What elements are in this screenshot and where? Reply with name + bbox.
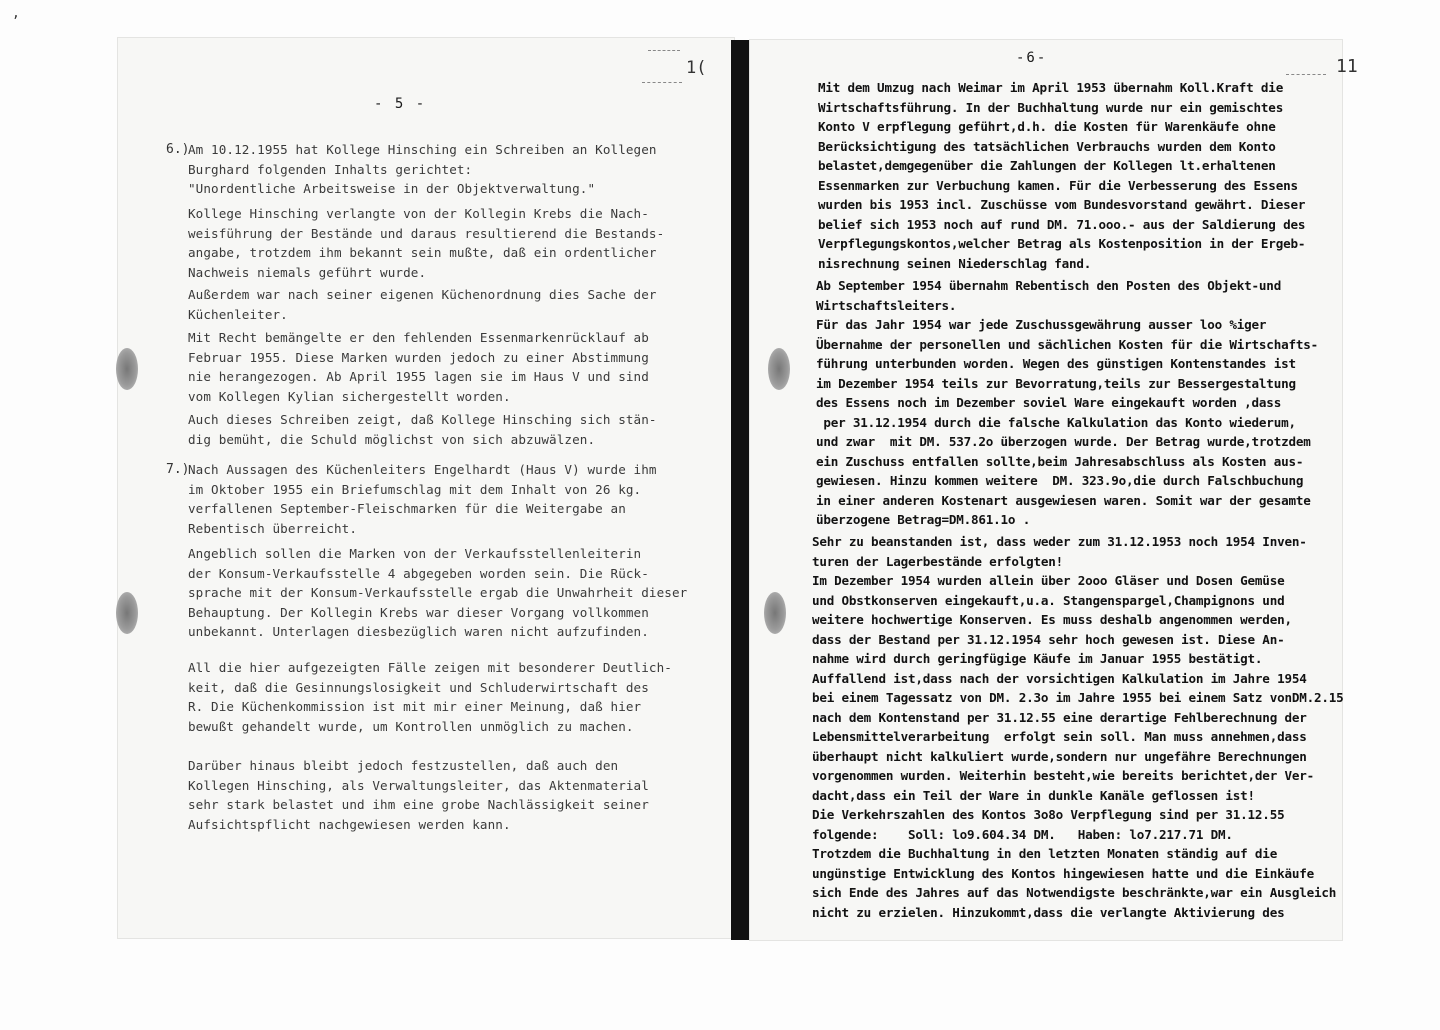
punch-hole bbox=[764, 592, 786, 634]
paragraph: Außerdem war nach seiner eigenen Küchenordnung dies Sache der Küchenleiter. bbox=[188, 287, 657, 322]
paragraph: Mit Recht bemängelte er den fehlenden Essenmarkenrücklauf ab Februar 1955. Diese Marken wurden jedoch zu einer Abstimmung nie herangezogen. Ab April 1955 lagen sie im Haus V und sind vom Kollegen Kylian sichergestellt worden. bbox=[188, 330, 649, 404]
left-page bbox=[118, 38, 734, 938]
paragraph: Sehr zu beanstanden ist, dass weder zum 31.12.1953 noch 1954 Inven- turen der Lagerbestände erfolgten! Im Dezember 1954 wurden allein über 2ooo Gläser und Dosen Gemüse und Obstkonserven eingekauft,u.a. Stangenspargel,Champignons und weitere hochwertige Konserven. Es muss deshalb angenommen werden, dass der Bestand per 31.12.1954 sehr hoch gewesen ist. Diese An- nahme wird durch geringfügige Käufe im Januar 1955 bestätigt. Auffallend ist,dass nach der vorsichtigen Kalkulation im Jahre 1954 bei einem Tagessatz von DM. 2.3o im Jahre 1955 bei einem Satz vonDM.2.15 nach dem Kontenstand per 31.12.55 eine derartige Fehlberechnung der Lebensmittelverarbeitung erfolgt sein soll. Man muss annehmen,dass überhaupt nicht kalkuliert wurde,sondern nur ungefähre Berechnungen vorgenommen wurden. Weiterhin besteht,wie bereits berichtet,der Ver- dacht,dass ein Teil der Ware in dunkle Kanäle geflossen ist! Die Verkehrszahlen des Kontos 3o8o Verpflegung sind per 31.12.55 folgende: Soll: lo9.604.34 DM. Haben: lo7.217.71 DM. Trotzdem die Buchhaltung in den letzten Monaten ständig auf die ungünstige Entwicklung des Kontos hingewiesen hatte und die Einkäufe sich Ende des Jahres auf das Notwendigste beschränkte,war ein Ausgleich nicht zu erzielen. Hinzukommt,dass die verlangte Aktivierung des bbox=[812, 534, 1344, 920]
corner-mark: , bbox=[12, 6, 20, 21]
page-number: -6- bbox=[1016, 50, 1048, 66]
stamp-dash-bottom bbox=[642, 82, 682, 83]
paragraph: Auch dieses Schreiben zeigt, daß Kollege Hinsching sich stän- dig bemüht, die Schuld möglichst von sich abzuwälzen. bbox=[188, 412, 657, 447]
paragraph: Angeblich sollen die Marken von der Verkaufsstellenleiterin der Konsum-Verkaufsstelle 4 abgegeben worden sein. Die Rück- sprache mit der Konsum-Verkaufsstelle ergab die Unwahrheit dieser Behauptung. Der Kollegin Krebs war dieser Vorgang vollkommen unbekannt. Unterlagen diesbezüglich waren nicht aufzufinden. bbox=[188, 546, 688, 639]
paragraph: Darüber hinaus bleibt jedoch festzustellen, daß auch den Kollegen Hinsching, als Verwaltungsleiter, das Aktenmaterial sehr stark belastet und ihm eine grobe Nachlässigkeit seiner Aufsichtspflicht nachgewiesen werden kann. bbox=[188, 758, 649, 832]
punch-hole bbox=[116, 348, 138, 390]
paragraph-item-6: Am 10.12.1955 hat Kollege Hinsching ein Schreiben an Kollegen Burghard folgenden Inhalts gerichtet: "Unordentliche Arbeitsweise in der Objektverwaltung." bbox=[188, 142, 657, 196]
stamp-dash-top bbox=[648, 50, 680, 51]
item-number-6: 6.) bbox=[166, 142, 190, 157]
binding-gutter bbox=[731, 40, 751, 940]
punch-hole bbox=[768, 348, 790, 390]
punch-hole bbox=[116, 592, 138, 634]
right-page bbox=[750, 40, 1358, 940]
paragraph-item-7: Nach Aussagen des Küchenleiters Engelhardt (Haus V) wurde ihm im Oktober 1955 ein Briefumschlag mit dem Inhalt von 26 kg. verfallenen September-Fleischmarken für die Weitergabe an Rebentisch überreicht. bbox=[188, 462, 657, 536]
item-number-7: 7.) bbox=[166, 462, 190, 477]
corner-stamp: 11 bbox=[1336, 56, 1358, 77]
paragraph: Kollege Hinsching verlangte von der Kollegin Krebs die Nach- weisführung der Bestände und daraus resultierend die Bestands- angabe, trotzdem ihm bekannt sein mußte, daß ein ordentlicher Nachweis niemals geführt wurde. bbox=[188, 206, 665, 280]
stamp-dash bbox=[1286, 74, 1326, 75]
paragraph: Ab September 1954 übernahm Rebentisch den Posten des Objekt-und Wirtschaftsleiters. Für das Jahr 1954 war jede Zuschussgewährung ausser loo %iger Übernahme der personellen und sächlichen Kosten für die Wirtschafts- führung unterbunden worden. Wegen des günstigen Kontenstandes ist im Dezember 1954 teils zur Bevorratung,teils zur Bessergestaltung des Essens noch im Dezember soviel Ware eingekauft worden ,dass per 31.12.1954 durch die falsche Kalkulation das Konto wiederum, und zwar mit DM. 537.2o überzogen wurde. Der Betrag wurde,trotzdem ein Zuschuss entfallen sollte,beim Jahresabschluss als Kosten aus- gewiesen. Hinzu kommen weitere DM. 323.9o,die durch Falschbuchung in einer anderen Kostenart ausgewiesen waren. Somit war der gesamte überzogene Betrag=DM.861.1o . bbox=[816, 278, 1318, 527]
paragraph: All die hier aufgezeigten Fälle zeigen mit besonderer Deutlich- keit, daß die Gesinnungslosigkeit und Schluderwirtschaft des R. Die Küchenkommission ist mit mir einer Meinung, daß hier bewußt gehandelt wurde, um Kontrollen unmöglich zu machen. bbox=[188, 660, 672, 734]
page-number: - 5 - bbox=[374, 96, 427, 112]
corner-stamp: 1( bbox=[686, 58, 707, 78]
paragraph: Mit dem Umzug nach Weimar im April 1953 übernahm Koll.Kraft die Wirtschaftsführung. In der Buchhaltung wurde nur ein gemischtes Konto V erpflegung geführt,d.h. die Kosten für Warenkäufe ohne Berücksichtigung des tatsächlichen Verbrauchs wurden dem Konto belastet,demgegenüber die Zahlungen der Kollegen lt.erhaltenen Essenmarken zur Verbuchung kamen. Für die Verbesserung des Essens wurden bis 1953 incl. Zuschüsse vom Bundesvorstand gewährt. Dieser belief sich 1953 noch auf rund DM. 71.ooo.- aus der Saldierung des Verpflegungskontos,welcher Betrag als Kostenposition in der Ergeb- nisrechnung seinen Niederschlag fand. bbox=[818, 80, 1306, 271]
